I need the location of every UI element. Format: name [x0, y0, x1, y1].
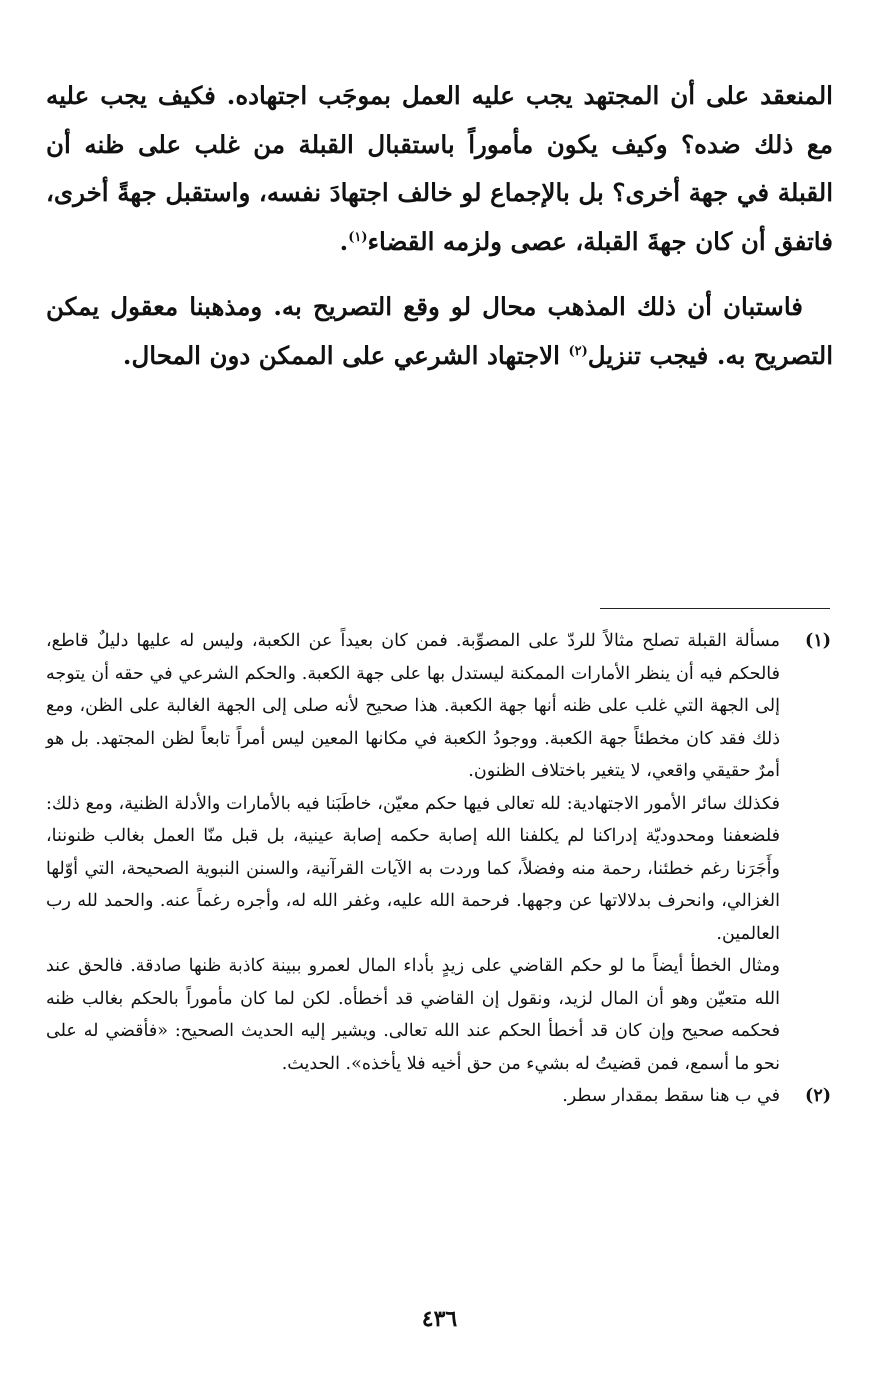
page-number: ٤٣٦ [421, 1306, 458, 1332]
footnote-paragraph: ومثال الخطأ أيضاً ما لو حكم القاضي على زيدٍ بأداء المال لعمرو ببينة كاذبة ظنها صادقة. فالحق عند الله متعيّن وهو أن المال لزيد، ونقول إن القاضي قد أخطأه. لكن لما كان مأموراً بالحكم بغالب ظنه فحكمه صحيح وإن كان قد أخطأ الحكم عند الله تعالى. ويشير إليه الحديث الصحيح: «فأقضي له على نحو ما أسمع، فمن قضيتُ له بشيء من حق أخيه فلا يأخذه». الحديث. [46, 956, 780, 1074]
footnotes [46, 625, 831, 1113]
footnote-paragraph: في ب هنا سقط بمقدار سطر. [562, 1086, 780, 1106]
paragraph-1 [46, 72, 833, 266]
footnote-number: (١) [805, 631, 831, 651]
main-text [46, 72, 833, 397]
footnote-separator [600, 608, 830, 609]
footnote-2 [46, 1080, 831, 1113]
footnote-number: (٢) [805, 1086, 831, 1106]
footnote-paragraph: مسألة القبلة تصلح مثالاً للردّ على المصوِّبة. فمن كان بعيداً عن الكعبة، وليس له عليها دليلٌ قاطع، فالحكم فيه أن ينظر الأمارات الممكنة ليستدل بها على جهة الكعبة. والحكم الشرعي في حقه أن يتوجه إلى الجهة التي غلب على ظنه أنها جهة الكعبة. هذا صحيح لأنه صلى إلى الجهة الغالبة على الظن، ومع ذلك فقد كان مخطئاً جهة الكعبة. ووجودُ الكعبة في مكانها المعين ليس أمراً تابعاً لظن المجتهد. بل هو أمرٌ حقيقي واقعي، لا يتغير باختلاف الظنون. [46, 631, 780, 781]
paragraph-2-text-a: فاستبان أن ذلك المذهب محال لو وقع التصريح به. ومذهبنا معقول يمكن التصريح به. فيجب تنزيل [46, 292, 833, 370]
paragraph-1-end: . [339, 226, 349, 256]
paragraph-2-text-b: الاجتهاد الشرعي على الممكن دون المحال. [122, 340, 569, 370]
footnote-1 [46, 625, 831, 1080]
paragraph-2 [46, 283, 833, 380]
footnote-paragraph: فكذلك سائر الأمور الاجتهادية: لله تعالى فيها حكم معيّن، خاطَبَنا فيه بالأمارات والأدلة الظنية، ومع ذلك: فلضعفنا ومحدوديّة إدراكنا لم يكلفنا الله إصابة حكمه إصابة عينية، بل قبل منّا العمل بغالب ظنوننا، وأَجَرَنا رغم خطئنا، رحمة منه وفضلاً، كما وردت به الآيات القرآنية، والسنن النبوية الصحيحة، التي أوّلها الغزالي، وانحرف بدلالاتها عن وجهها. فرحمة الله عليه، وغفر الله له، وأجره رغماً عنه. والحمد لله رب العالمين. [46, 793, 780, 944]
paragraph-1-text: المنعقد على أن المجتهد يجب عليه العمل بموجَب اجتهاده. فكيف يجب عليه مع ذلك ضده؟ وكيف يكون مأموراً باستقبال القبلة من غلب على ظنه أن القبلة في جهة أخرى؟ بل بالإجماع لو خالف اجتهادَ نفسه، واستقبل جهةً أخرى، فاتفق أن كان جهةَ القبلة، عصى ولزمه القضاء [46, 81, 833, 256]
footnote-ref-2: (٢) [568, 343, 588, 359]
footnote-ref-1: (١) [348, 229, 368, 245]
